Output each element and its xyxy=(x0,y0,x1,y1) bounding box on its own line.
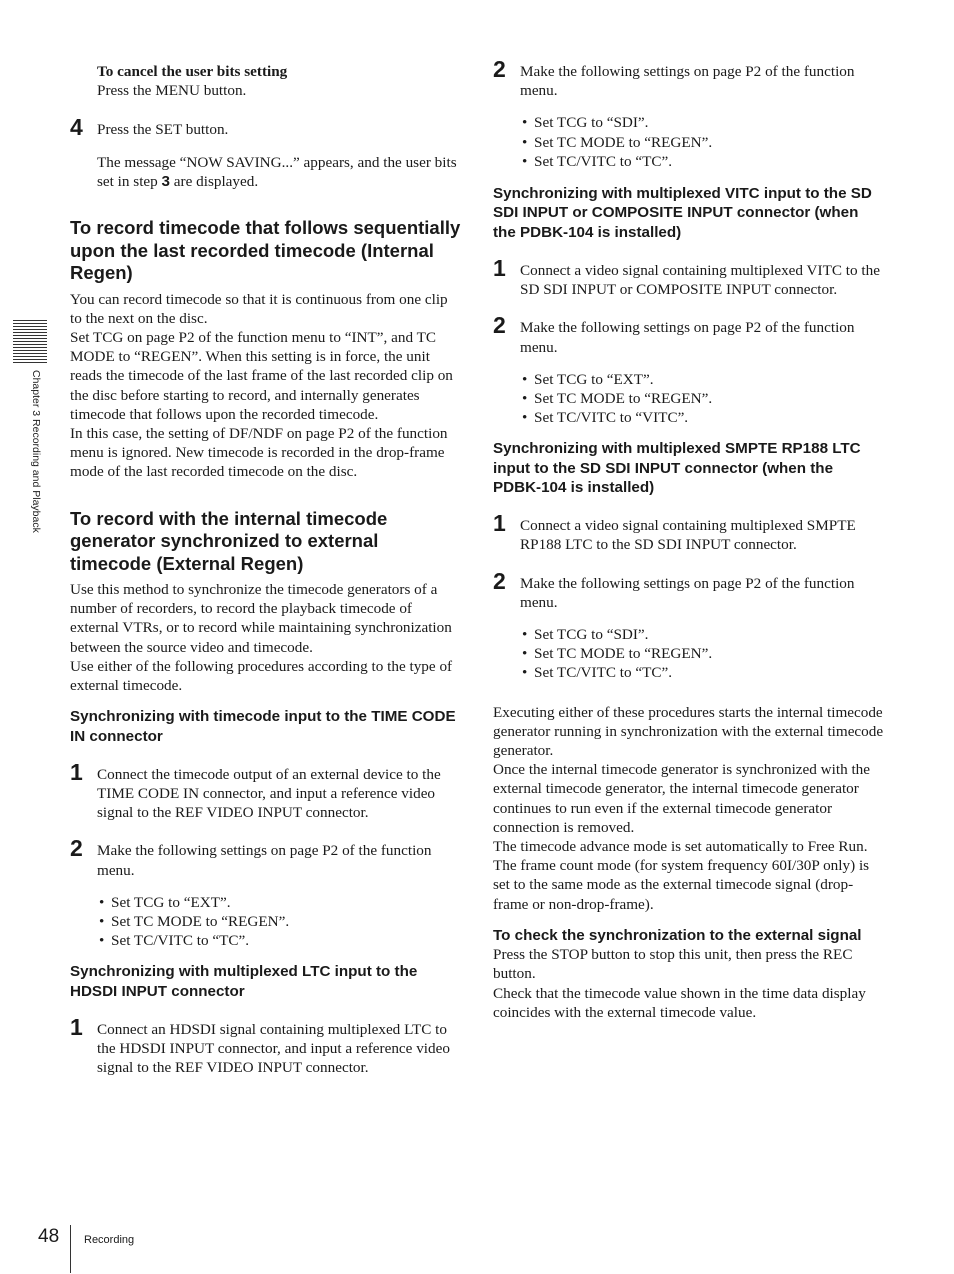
tc-in-heading: Synchronizing with timecode input to the TIME CODE IN connector xyxy=(70,708,456,745)
list-item-text: Set TC/VITC to “TC”. xyxy=(534,664,673,682)
step-number: 1 xyxy=(70,1014,83,1041)
step-text: Make the following settings on page P2 of the function menu. xyxy=(520,63,855,100)
step-note xyxy=(97,153,462,191)
paragraph: You can record timecode so that it is continuous from one clip to the next on the disc. xyxy=(70,290,448,327)
footer-section-label: Recording xyxy=(84,1234,135,1246)
vitc-heading: Synchronizing with multiplexed VITC input to the SD SDI INPUT or COMPOSITE INPUT connector (when the PDBK-104 is installed) xyxy=(493,185,872,241)
list-item: • Set TC MODE to “REGEN”. xyxy=(522,133,713,151)
step-text: Connect the timecode output of an external device to the TIME CODE IN connector, and input a reference video signal to the REF VIDEO INPUT connector. xyxy=(97,765,441,822)
ltc-settings-list xyxy=(493,113,885,171)
page-number: 48 xyxy=(38,1226,60,1247)
external-regen-body xyxy=(70,580,462,695)
step-number: 2 xyxy=(493,567,506,594)
internal-regen-heading: To record timecode that follows sequentially upon the last recorded timecode (Internal Regen) xyxy=(70,217,461,284)
list-item: • Set TC/VITC to “TC”. xyxy=(522,664,673,682)
vitc-step-1 xyxy=(493,254,885,299)
list-item-text: Set TCG to “SDI”. xyxy=(534,626,649,644)
list-item: • Set TC/VITC to “TC”. xyxy=(99,932,250,950)
list-item: • Set TCG to “SDI”. xyxy=(522,626,649,644)
paragraph: In this case, the setting of DF/NDF on page P2 of the function menu is ignored. New timecode is recorded in the drop-frame mode of the last recorded timecode on the disc. xyxy=(70,424,448,481)
step-number: 1 xyxy=(493,254,506,281)
footer-divider xyxy=(70,1225,71,1273)
step-reference: 3 xyxy=(161,172,170,190)
list-item: • Set TCG to “EXT”. xyxy=(522,370,654,388)
list-item: • Set TC MODE to “REGEN”. xyxy=(522,645,713,663)
paragraph: Use this method to synchronize the timecode generators of a number of recorders, to record the playback timecode of external VTRs, or to record while maintaining synchronization between the source video and timecode. xyxy=(70,581,452,656)
step-text: Connect an HDSDI signal containing multiplexed LTC to the HDSDI INPUT connector, and input a reference video signal to the REF VIDEO INPUT connector. xyxy=(97,1021,450,1077)
list-item: • Set TC MODE to “REGEN”. xyxy=(99,913,290,931)
cancel-text: Press the MENU button. xyxy=(97,82,247,100)
ltc-heading: Synchronizing with multiplexed LTC input to the HDSDI INPUT connector xyxy=(70,963,418,1000)
tc-in-step-1 xyxy=(70,758,462,823)
check-sync-heading: To check the synchronization to the external signal xyxy=(493,926,862,944)
rp188-step-1 xyxy=(493,510,885,554)
chapter-tab-marker xyxy=(13,320,47,364)
cancel-title: To cancel the user bits setting xyxy=(97,63,288,80)
step-text: Make the following settings on page P2 of the function menu. xyxy=(520,319,855,356)
list-item: • Set TCG to “SDI”. xyxy=(522,114,649,132)
list-item-text: Set TCG to “SDI”. xyxy=(534,114,649,132)
vitc-step-2 xyxy=(493,312,885,356)
list-item: • Set TC/VITC to “VITC”. xyxy=(522,409,689,427)
paragraph: The timecode advance mode is set automatically to Free Run. The frame count mode (for system frequency 60I/30P only) is set to the same mode as the external timecode signal (drop-frame or non-drop-frame). xyxy=(493,838,870,913)
step-number: 2 xyxy=(493,56,506,82)
list-item-text: Set TC/VITC to “TC”. xyxy=(111,932,250,950)
list-item-text: Set TCG to “EXT”. xyxy=(111,893,231,911)
rp188-settings-list xyxy=(493,625,885,683)
tc-in-settings-list xyxy=(70,893,462,951)
step-note-part: are displayed. xyxy=(170,172,259,190)
list-item-text: Set TC MODE to “REGEN”. xyxy=(111,913,290,931)
step-number: 1 xyxy=(493,510,506,537)
left-column xyxy=(70,62,462,1078)
step-text: Press the SET button. xyxy=(97,121,229,139)
step-4 xyxy=(70,114,462,191)
list-item-text: Set TC/VITC to “TC”. xyxy=(534,152,673,170)
list-item-text: Set TC MODE to “REGEN”. xyxy=(534,133,713,151)
step-text: Make the following settings on page P2 of the function menu. xyxy=(97,842,432,879)
step-note-part: The message “NOW SAVING...” appears, and the user bits set in step xyxy=(97,153,457,190)
rp188-step-2 xyxy=(493,567,885,612)
paragraph: Press the STOP button to stop this unit, then press the REC button. xyxy=(493,946,853,983)
external-regen-heading: To record with the internal timecode generator synchronized to external timecode (External Regen) xyxy=(70,507,388,574)
step-number: 1 xyxy=(70,758,83,785)
chapter-label: Chapter 3 Recording and Playback xyxy=(30,370,42,533)
list-item: • Set TC/VITC to “TC”. xyxy=(522,152,673,170)
ltc-step-1 xyxy=(70,1014,462,1078)
tc-in-step-2 xyxy=(70,835,462,879)
right-column xyxy=(493,56,885,1022)
list-item: • Set TC MODE to “REGEN”. xyxy=(522,389,713,407)
step-text: Connect a video signal containing multiplexed VITC to the SD SDI INPUT or COMPOSITE INPUT connector. xyxy=(520,261,880,299)
paragraph: Set TCG on page P2 of the function menu to “INT”, and TC MODE to “REGEN”. When this setting is in force, the unit reads the timecode of the last frame of the last recorded clip on the disc before starting to record, and internally generates timecode that follows upon the recorded timecode. xyxy=(70,328,453,423)
internal-regen-body xyxy=(70,290,462,482)
execution-notes xyxy=(493,703,885,914)
list-item-text: Set TC/VITC to “VITC”. xyxy=(534,409,689,427)
step-number: 2 xyxy=(70,835,83,862)
rp188-heading: Synchronizing with multiplexed SMPTE RP188 LTC input to the SD SDI INPUT connector (when the PDBK-104 is installed) xyxy=(493,440,861,496)
step-text: Make the following settings on page P2 of the function menu. xyxy=(520,574,855,611)
ltc-step-2 xyxy=(493,56,885,100)
paragraph: Once the internal timecode generator is synchronized with the external timecode generator, the internal timecode generator continues to run even if the external timecode generator connection is removed. xyxy=(493,761,871,836)
list-item: • Set TCG to “EXT”. xyxy=(99,893,231,911)
list-item-text: Set TC MODE to “REGEN”. xyxy=(534,645,713,663)
cancel-note xyxy=(70,62,462,100)
list-item-text: Set TC MODE to “REGEN”. xyxy=(534,389,713,407)
check-sync-body xyxy=(493,945,885,1022)
paragraph: Executing either of these procedures starts the internal timecode generator running in synchronization with the external timecode generator. xyxy=(493,703,884,760)
vitc-settings-list xyxy=(493,370,885,428)
step-number: 2 xyxy=(493,312,506,339)
step-text: Connect a video signal containing multiplexed SMPTE RP188 LTC to the SD SDI INPUT connector. xyxy=(520,517,856,554)
step-number: 4 xyxy=(70,114,83,141)
paragraph: Check that the timecode value shown in the time data display coincides with the external timecode value. xyxy=(493,984,866,1021)
paragraph: Use either of the following procedures according to the type of external timecode. xyxy=(70,657,453,695)
list-item-text: Set TCG to “EXT”. xyxy=(534,370,654,388)
